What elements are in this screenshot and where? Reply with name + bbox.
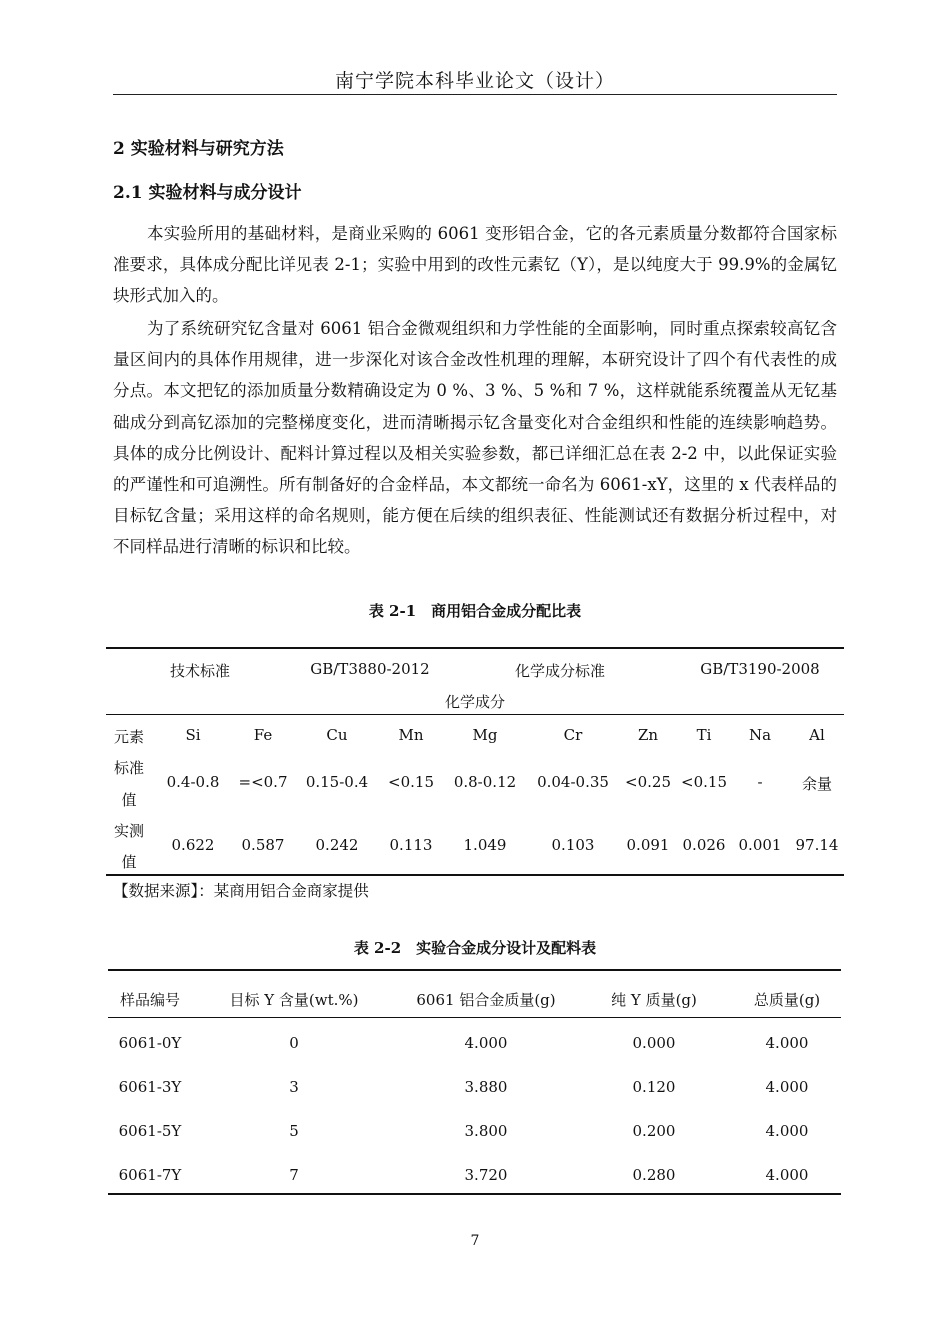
table1-mid-rule <box>106 714 844 715</box>
table1-caption: 表 2-1 商用铝合金成分配比表 <box>368 602 582 620</box>
table2-mid-rule <box>108 1017 841 1018</box>
table1-element: Zn <box>637 726 659 744</box>
table2-cell: 4.000 <box>765 1166 809 1184</box>
table1-elements-label: 元素 <box>113 728 144 746</box>
table2-cell: 4.000 <box>765 1034 809 1052</box>
table2-header: 样品编号 <box>119 991 180 1009</box>
table2-cell: 7 <box>289 1166 299 1184</box>
table1-standard-value: <0.25 <box>625 773 671 791</box>
table2-header: 总质量(g) <box>753 991 821 1009</box>
table2-cell: 0.000 <box>632 1034 676 1052</box>
table2-cell: 3.800 <box>464 1122 508 1140</box>
table1-element: Cu <box>326 726 348 744</box>
table1-element: Mg <box>472 726 498 744</box>
table2-header: 纯 Y 质量(g) <box>611 991 697 1009</box>
table1-source-note: 【数据来源】：某商用铝合金商家提供 <box>113 882 369 900</box>
table1-standard-value: 0.04-0.35 <box>537 773 609 791</box>
table2-cell: 4.000 <box>765 1078 809 1096</box>
table1-measured-value: 0.587 <box>241 836 285 854</box>
table2-cell: 0.200 <box>632 1122 676 1140</box>
table1-standard-value: 0.4-0.8 <box>166 773 220 791</box>
table1-chem-standard-code: GB/T3190-2008 <box>700 660 820 678</box>
table1-measured-value: 0.113 <box>389 836 433 854</box>
table2-top-rule <box>108 969 841 971</box>
section-heading: 2 实验材料与研究方法 <box>113 139 284 159</box>
table1-measured-value: 0.091 <box>626 836 670 854</box>
subsection-heading: 2.1 实验材料与成分设计 <box>113 183 302 203</box>
table1-element: Al <box>809 726 825 744</box>
table2-caption: 表 2-2 实验合金成分设计及配料表 <box>353 939 597 957</box>
table2-header: 6061 铝合金质量(g) <box>416 991 556 1009</box>
table1-bottom-rule <box>106 874 844 876</box>
table1-measured-value: 0.026 <box>682 836 726 854</box>
table2-cell: 4.000 <box>464 1034 508 1052</box>
table2-cell: 4.000 <box>765 1122 809 1140</box>
table1-standard-value: 0.15-0.4 <box>305 773 369 791</box>
table1-measured-value: 0.103 <box>551 836 595 854</box>
table1-standard-label-line1: 标准 <box>113 759 144 777</box>
table1-top-rule <box>106 647 844 649</box>
table1-element: Mn <box>398 726 424 744</box>
table2-cell: 0.120 <box>632 1078 676 1096</box>
table1-standard-value: 0.8-0.12 <box>453 773 517 791</box>
table1-standard-value: =<0.7 <box>238 773 288 791</box>
table2-cell: 6061-0Y <box>118 1034 182 1052</box>
table1-measured-value: 0.001 <box>738 836 782 854</box>
page-number: 7 <box>470 1233 480 1249</box>
table1-measured-value: 97.14 <box>795 836 839 854</box>
table1-element: Na <box>748 726 772 744</box>
table1-measured-value: 1.049 <box>463 836 507 854</box>
table2-cell: 3.880 <box>464 1078 508 1096</box>
table1-standard-code: GB/T3880-2012 <box>310 660 430 678</box>
paragraph-2: 为了系统研究钇含量对 6061 铝合金微观组织和力学性能的全面影响，同时重点探索较高钇含量区间内的具体作用规律，进一步深化对该合金改性机理的理解，本研究设计了四个有代表性的成分点。本文把钇的添加质量分数精确设定为 0 %、3 %、5 %和 7 %，这样就能系统覆盖从无钇基础成分到高钇添加的完整梯度变化，进而清晰揭示钇含量变化对合金组织和性能的连续影响趋势。具体的成分比例设计、配料计算过程以及相关实验参数，都已详细汇总在表 2-2 中，以此保证实验的严谨性和可追溯性。所有制备好的合金样品，本文都统一命名为 6061-xY，这里的 x 代表样品的目标钇含量；采用这样的命名规则，能方便在后续的组织表征、性能测试还有数据分析过程中，对不同样品进行清晰的标识和比较。 <box>113 319 837 557</box>
table2-cell: 6061-7Y <box>118 1166 182 1184</box>
table2-cell: 3 <box>289 1078 299 1096</box>
table1-element: Si <box>185 726 201 744</box>
table1-chem-standard-label: 化学成分标准 <box>514 662 605 680</box>
table2-cell: 0.280 <box>632 1166 676 1184</box>
table1-standard-value: <0.15 <box>681 773 727 791</box>
table2-cell: 5 <box>289 1122 299 1140</box>
table2-bottom-rule <box>108 1193 841 1195</box>
table1-measured-value: 0.622 <box>171 836 215 854</box>
table1-measured-label-line1: 实测 <box>113 822 144 840</box>
page-header-title: 南宁学院本科毕业论文（设计） <box>334 70 615 92</box>
table1-standard-label: 技术标准 <box>169 662 230 680</box>
table2-cell: 6061-3Y <box>118 1078 182 1096</box>
paragraph-1: 本实验所用的基础材料，是商业采购的 6061 变形铝合金，它的各元素质量分数都符合国家标准要求，具体成分配比详见表 2-1；实验中用到的改性元素钇（Y），是以纯度大于 99.9%的金属钇块形式加入的。 <box>113 224 837 306</box>
table2-cell: 0 <box>289 1034 299 1052</box>
header-rule <box>113 94 837 95</box>
table1-standard-label-line2: 值 <box>121 791 137 809</box>
table1-standard-value: 余量 <box>801 775 832 793</box>
table1-standard-value: - <box>757 773 763 791</box>
table2-cell: 3.720 <box>464 1166 508 1184</box>
table1-group-label: 化学成分 <box>444 693 505 711</box>
table1-measured-label-line2: 值 <box>121 853 137 871</box>
table1-measured-value: 0.242 <box>315 836 359 854</box>
table2-header: 目标 Y 含量(wt.%) <box>229 991 359 1009</box>
table1-standard-value: <0.15 <box>388 773 434 791</box>
table1-element: Cr <box>563 726 583 744</box>
table1-element: Ti <box>696 726 712 744</box>
table1-element: Fe <box>253 726 273 744</box>
table2-cell: 6061-5Y <box>118 1122 182 1140</box>
